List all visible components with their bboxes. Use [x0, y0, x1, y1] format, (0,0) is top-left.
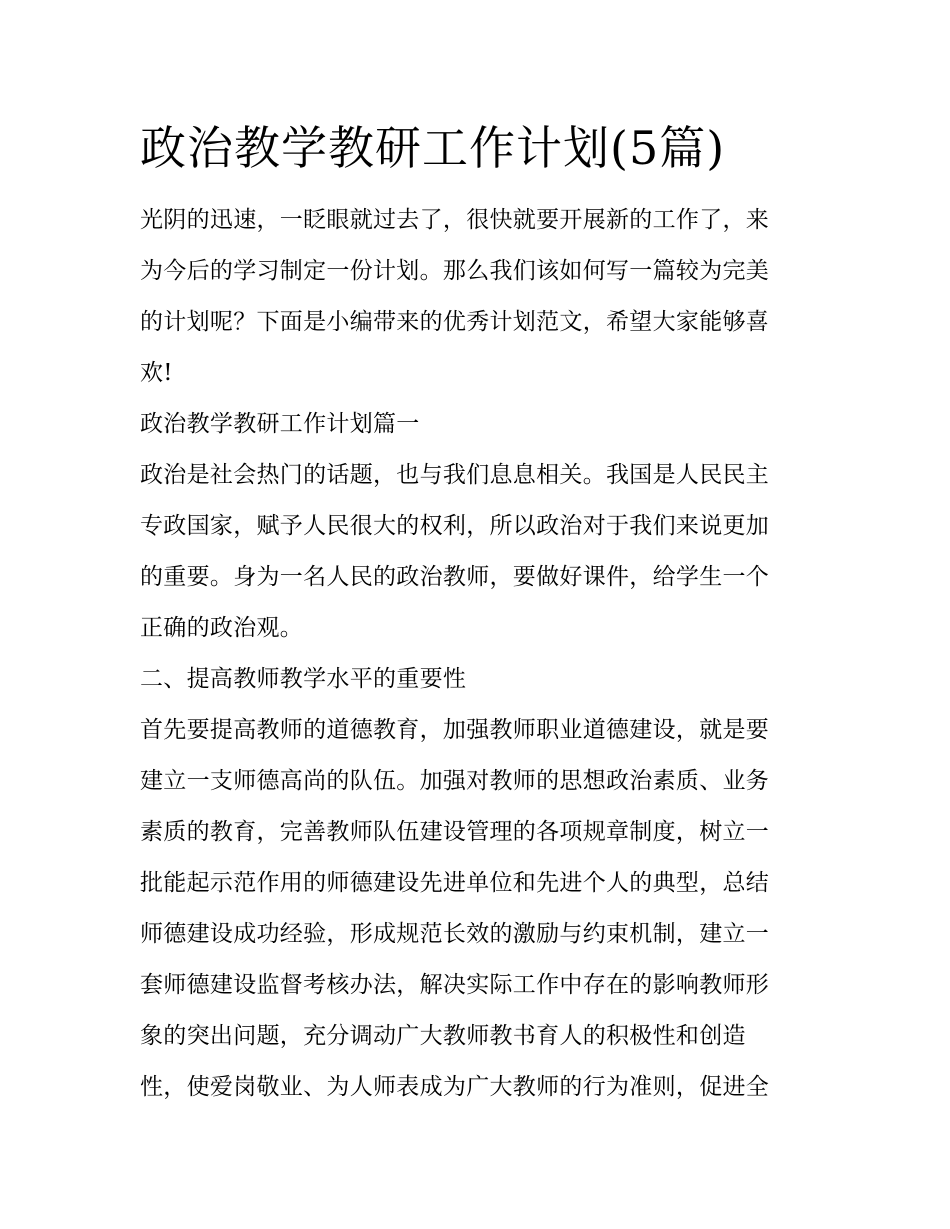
paragraph-2-line-5: 师德建设成功经验，形成规范长效的激励与约束机制，建立一: [140, 921, 770, 947]
paragraph-2-line-7: 象的突出问题，充分调动广大教师教书育人的积极性和创造: [140, 1023, 746, 1049]
document-content: [140, 116, 820, 1113]
paragraph-2-line-3: 素质的教育，完善教师队伍建设管理的各项规章制度，树立一: [140, 819, 770, 845]
document-title: 政治教学教研工作计划(5篇): [140, 121, 726, 175]
intro-line-2: 为今后的学习制定一份计划。那么我们该如何写一篇较为完美: [140, 258, 770, 284]
paragraph-1-line-2: 专政国家，赋予人民很大的权利，所以政治对于我们来说更加: [140, 513, 770, 539]
section-heading-2: 二、提高教师教学水平的重要性: [140, 666, 467, 692]
intro-line-4: 欢!: [140, 360, 173, 386]
paragraph-2-line-6: 套师德建设监督考核办法，解决实际工作中存在的影响教师形: [140, 972, 770, 998]
intro-line-1: 光阴的迅速，一眨眼就过去了，很快就要开展新的工作了，来: [140, 207, 770, 233]
paragraph-2-line-1: 首先要提高教师的道德教育，加强教师职业道德建设，就是要: [140, 717, 770, 743]
paragraph-2-line-4: 批能起示范作用的师德建设先进单位和先进个人的典型，总结: [140, 870, 770, 896]
paragraph-1-line-1: 政治是社会热门的话题，也与我们息息相关。我国是人民民主: [140, 462, 770, 488]
paragraph-2-line-2: 建立一支师德高尚的队伍。加强对教师的思想政治素质、业务: [140, 768, 770, 794]
intro-line-3: 的计划呢？下面是小编带来的优秀计划范文，希望大家能够喜: [140, 309, 770, 335]
paragraph-1-line-3: 的重要。身为一名人民的政治教师，要做好课件，给学生一个: [140, 564, 770, 590]
paragraph-2-line-8: 性，使爱岗敬业、为人师表成为广大教师的行为准则，促进全: [140, 1074, 770, 1100]
document-body: [140, 195, 820, 1113]
section-heading-1: 政治教学教研工作计划篇一: [140, 411, 420, 437]
paragraph-1-line-4: 正确的政治观。: [140, 615, 304, 641]
